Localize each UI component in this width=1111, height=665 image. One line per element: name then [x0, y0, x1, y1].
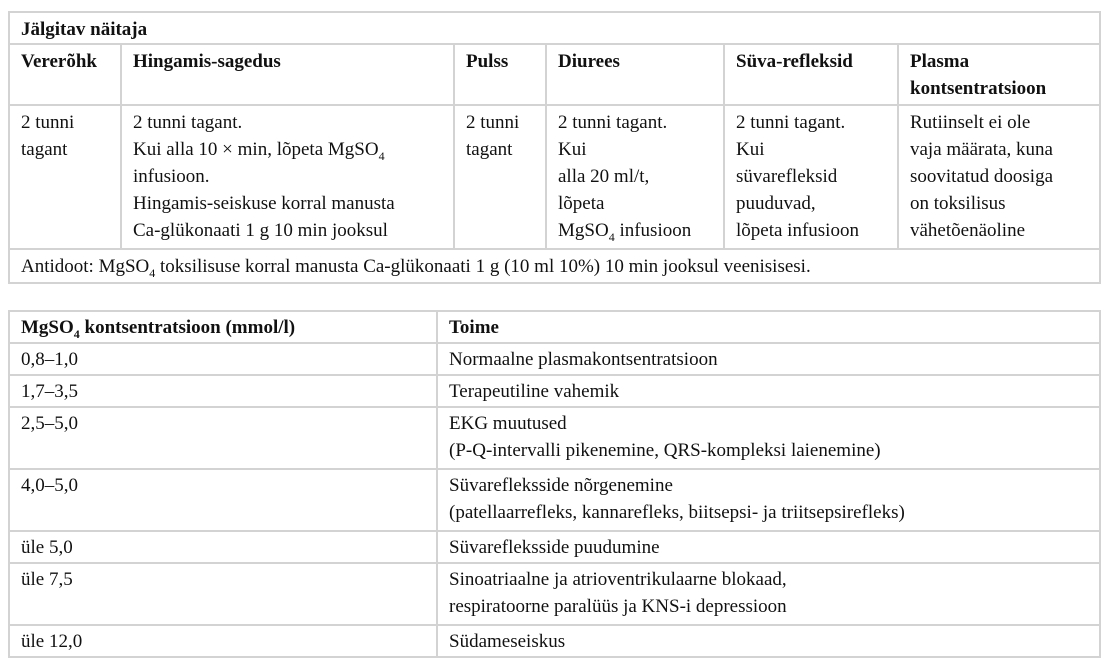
header-text: MgSO	[21, 317, 74, 338]
table-body-row	[9, 105, 1100, 249]
header-effect: Toime	[437, 311, 1100, 343]
cell-line: Kui	[736, 139, 765, 160]
cell-text: Kui alla 10 × min, lõpeta MgSO	[133, 139, 379, 160]
cell-line: 2 tunni tagant.	[133, 112, 243, 133]
cell-line: 2 tunni tagant.	[558, 112, 668, 133]
effect-cell	[437, 531, 1100, 563]
effect-line: Sinoatriaalne ja atrioventrikulaarne blokaad,	[449, 569, 787, 590]
header-text: kontsentratsioon (mmol/l)	[79, 317, 296, 338]
effect-line: EKG muutused	[449, 413, 567, 434]
table-row	[9, 375, 1100, 407]
cell-line: süvarefleksid	[736, 166, 838, 187]
table-title-row	[9, 12, 1100, 44]
subscript: 4	[73, 327, 80, 341]
effect-line: respiratoorne paralüüs ja KNS-i depressioon	[449, 596, 787, 617]
antidote-note	[9, 249, 1100, 283]
effect-line: Normaalne plasmakontsentratsioon	[449, 349, 718, 370]
cell-line: lõpeta	[558, 193, 605, 214]
header-plasma-line: Plasma	[910, 51, 970, 72]
cell-line: vaja määrata, kuna	[910, 139, 1053, 160]
effect-line: Süvarefleksside nõrgenemine	[449, 475, 673, 496]
concentration-cell: 0,8–1,0	[9, 343, 437, 375]
effect-cell	[437, 625, 1100, 657]
cell-blood-pressure	[9, 105, 121, 249]
cell-deep-reflexes	[724, 105, 898, 249]
cell-text: MgSO	[558, 220, 609, 241]
effect-line: Südameseiskus	[449, 631, 566, 652]
table-title: Jälgitav näitaja	[9, 12, 1100, 44]
concentration-cell: 4,0–5,0	[9, 469, 437, 531]
table-header-row	[9, 44, 1100, 105]
effect-cell	[437, 469, 1100, 531]
header-plasma-concentration	[898, 44, 1100, 105]
subscript: 4	[378, 149, 385, 163]
cell-line: tagant	[466, 139, 513, 160]
cell-line: Rutiinselt ei ole	[910, 112, 1031, 133]
concentration-cell: 2,5–5,0	[9, 407, 437, 469]
cell-line: vähetõenäoline	[910, 220, 1026, 241]
cell-line: alla 20 ml/t,	[558, 166, 650, 187]
effect-line: (patellaarrefleks, kannarefleks, biitsepsi- ja triitsepsirefleks)	[449, 502, 905, 523]
cell-line: Ca-glükonaati 1 g 10 min jooksul	[133, 220, 388, 241]
table-row	[9, 625, 1100, 657]
effect-cell	[437, 407, 1100, 469]
cell-line: Kui	[558, 139, 587, 160]
cell-line: tagant	[21, 139, 68, 160]
subscript: 4	[149, 266, 156, 280]
cell-line: lõpeta infusioon	[736, 220, 859, 241]
cell-respiratory-rate	[121, 105, 454, 249]
concentration-cell: 1,7–3,5	[9, 375, 437, 407]
cell-plasma-concentration	[898, 105, 1100, 249]
cell-line: 2 tunni tagant.	[736, 112, 846, 133]
cell-line: 2 tunni	[466, 112, 520, 133]
header-pulse: Pulss	[454, 44, 546, 105]
cell-text: infusioon	[614, 220, 692, 241]
cell-line: puuduvad,	[736, 193, 816, 214]
table-row	[9, 563, 1100, 625]
monitoring-table	[8, 11, 1101, 284]
cell-line: soovitatud doosiga	[910, 166, 1054, 187]
table-row	[9, 343, 1100, 375]
header-deep-reflexes: Süva-refleksid	[724, 44, 898, 105]
effect-line: Süvarefleksside puudumine	[449, 537, 660, 558]
concentration-table	[8, 310, 1101, 658]
table-header-row	[9, 311, 1100, 343]
table-footer-row	[9, 249, 1100, 283]
concentration-cell: üle 7,5	[9, 563, 437, 625]
cell-line: infusioon.	[133, 166, 210, 187]
effect-cell	[437, 563, 1100, 625]
table-row	[9, 469, 1100, 531]
cell-diuresis	[546, 105, 724, 249]
antidote-text: toksilisuse korral manusta Ca-glükonaati 1 g (10 ml 10%) 10 min jooksul veenisisesi.	[155, 256, 811, 277]
cell-line: Hingamis-seiskuse korral manusta	[133, 193, 395, 214]
concentration-cell: üle 5,0	[9, 531, 437, 563]
concentration-cell: üle 12,0	[9, 625, 437, 657]
cell-line	[133, 136, 442, 163]
effect-line: (P-Q-intervalli pikenemine, QRS-kompleksi laienemine)	[449, 440, 881, 461]
header-respiratory-rate: Hingamis-sagedus	[121, 44, 454, 105]
effect-line: Terapeutiline vahemik	[449, 381, 620, 402]
header-blood-pressure: Vererõhk	[9, 44, 121, 105]
cell-line: on toksilisus	[910, 193, 1006, 214]
header-concentration	[9, 311, 437, 343]
subscript: 4	[608, 230, 615, 244]
header-plasma-line: kontsentratsioon	[910, 78, 1047, 99]
cell-line	[558, 217, 712, 244]
cell-pulse	[454, 105, 546, 249]
effect-cell	[437, 375, 1100, 407]
antidote-text: Antidoot: MgSO	[21, 256, 150, 277]
header-diuresis: Diurees	[546, 44, 724, 105]
effect-cell	[437, 343, 1100, 375]
cell-line: 2 tunni	[21, 112, 75, 133]
table-row	[9, 531, 1100, 563]
table-row	[9, 407, 1100, 469]
